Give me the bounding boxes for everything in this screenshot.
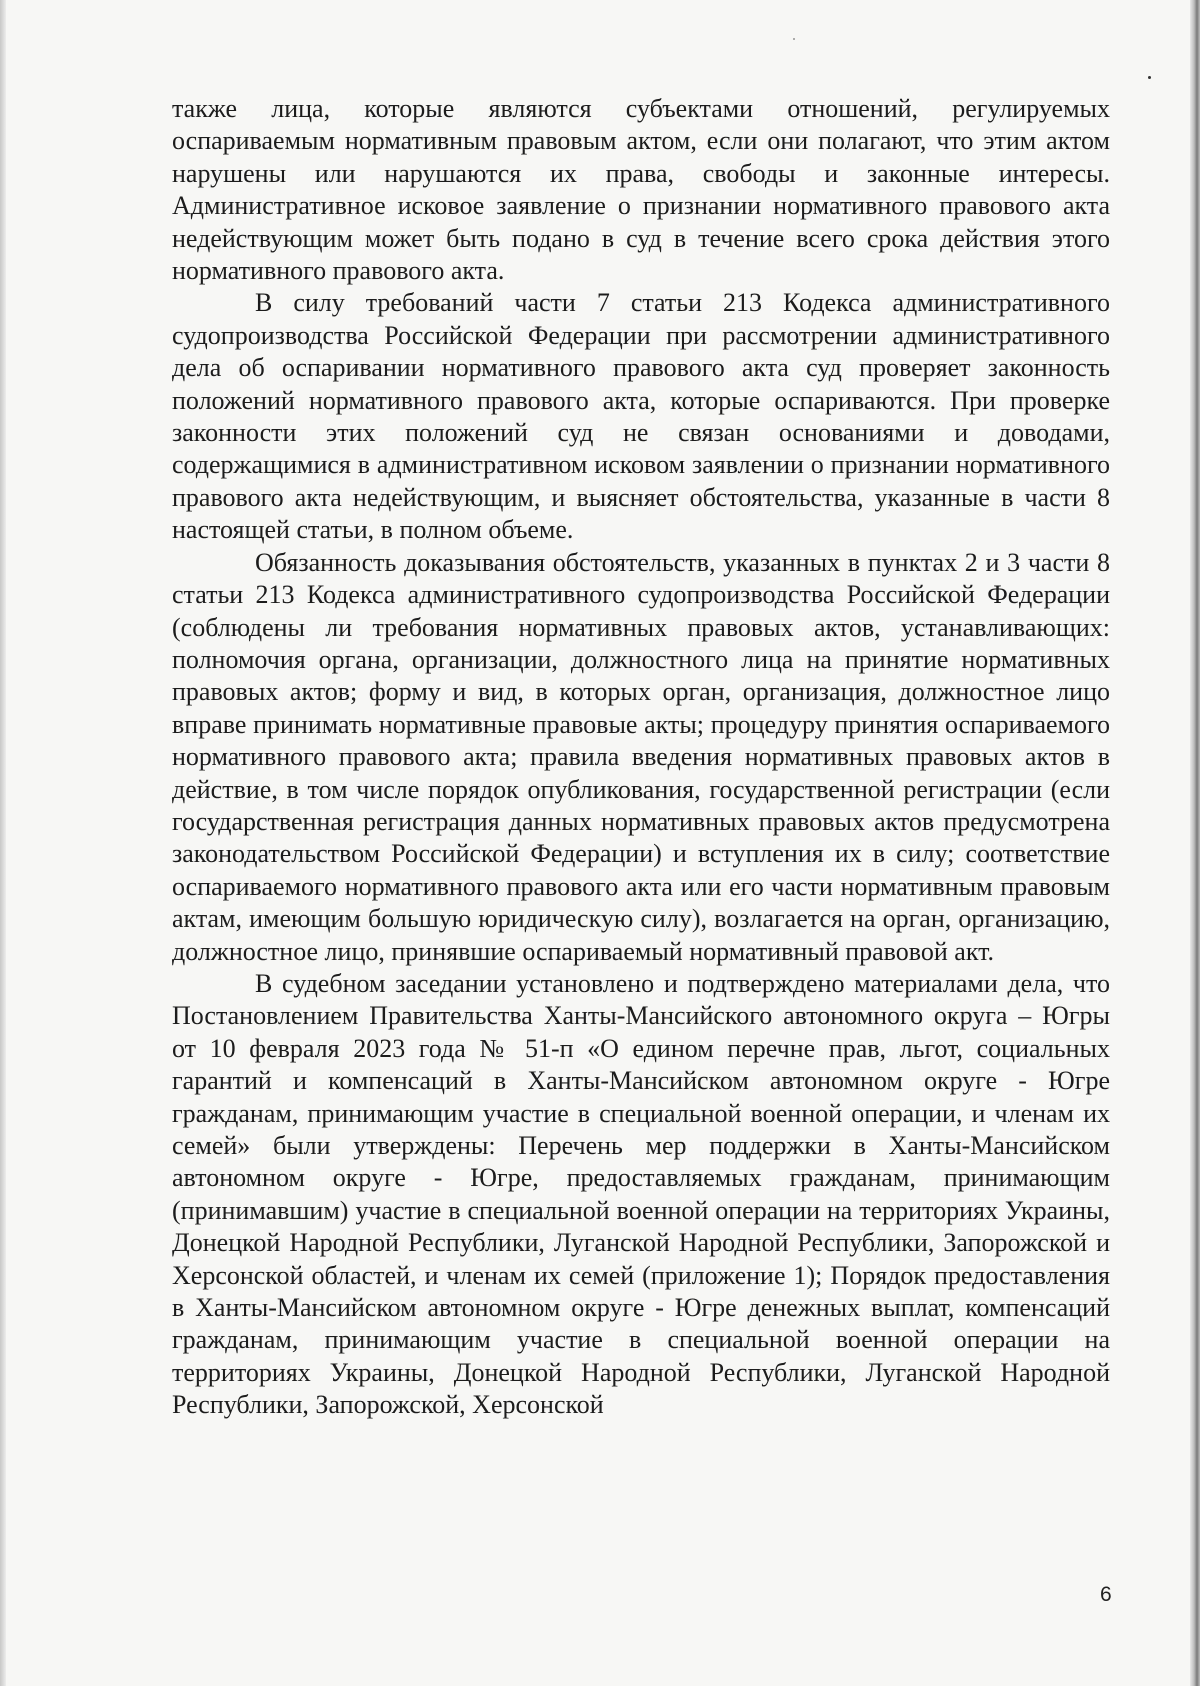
scan-speck bbox=[793, 38, 795, 40]
scan-speck bbox=[1148, 76, 1151, 79]
paragraph-continuation: также лица, которые являются субъектами отношений, регулируемых оспариваемым нормативным правовым актом, если они полагают, что этим актом нарушены или нарушаются их права, свободы и законные интересы. Административное исковое заявление о признании нормативного правового акта недействующим может быть подано в суд в течение всего срока действия этого нормативного правового акта. bbox=[172, 94, 1110, 286]
scan-border-right bbox=[1190, 0, 1200, 1686]
page-number: 6 bbox=[1100, 1583, 1112, 1606]
scan-border-left bbox=[0, 0, 6, 1686]
paragraph-burden-of-proof: Обязанность доказывания обстоятельств, указанных в пунктах 2 и 3 части 8 статьи 213 Кодекса административного судопроизводства Российской Федерации (соблюдены ли требования нормативных правовых актов, устанавливающих: полномочия органа, организации, должностного лица на принятие нормативных правовых актов; форму и вид, в которых орган, организация, должностное лицо вправе принимать нормативные правовые акты; процедуру принятия оспариваемого нормативного правового акта; правила введения нормативных правовых актов в действие, в том числе порядок опубликования, государственной регистрации (если государственная регистрация данных нормативных правовых актов предусмотрена законодательством Российской Федерации) и вступления их в силу; соответствие оспариваемого нормативного правового акта или его части нормативным правовым актам, имеющим большую юридическую силу), возлагается на орган, организацию, должностное лицо, принявшие оспариваемый нормативный правовой акт. bbox=[172, 547, 1110, 966]
paragraph-court-findings: В судебном заседании установлено и подтверждено материалами дела, что Постановлением Правительства Ханты-Мансийского автономного округа – Югры от 10 февраля 2023 года № 51-п «О едином перечне прав, льгот, социальных гарантий и компенсаций в Ханты-Мансийском автономном округе - Югре гражданам, принимающим участие в специальной военной операции, и членам их семей» были утверждены: Перечень мер поддержки в Ханты-Мансийском автономном округе - Югре, предоставляемых гражданам, принимающим (принимавшим) участие в специальной военной операции на территориях Украины, Донецкой Народной Республики, Луганской Народной Республики, Запорожской и Херсонской областей, и членам их семей (приложение 1); Порядок предоставления в Ханты-Мансийском автономном округе - Югре денежных выплат, компенсаций гражданам, принимающим участие в специальной военной операции на территориях Украины, Донецкой Народной Республики, Луганской Народной Республики, Запорожской, Херсонской bbox=[172, 968, 1110, 1420]
paragraph-article-213-part-7: В силу требований части 7 статьи 213 Кодекса административного судопроизводства Российской Федерации при рассмотрении административного дела об оспаривании нормативного правового акта суд проверяет законность положений нормативного правового акта, которые оспариваются. При проверке законности этих положений суд не связан основаниями и доводами, содержащимися в административном исковом заявлении о признании нормативного правового акта недействующим, и выясняет обстоятельства, указанные в части 8 настоящей статьи, в полном объеме. bbox=[172, 288, 1110, 545]
document-body bbox=[172, 93, 1110, 1422]
